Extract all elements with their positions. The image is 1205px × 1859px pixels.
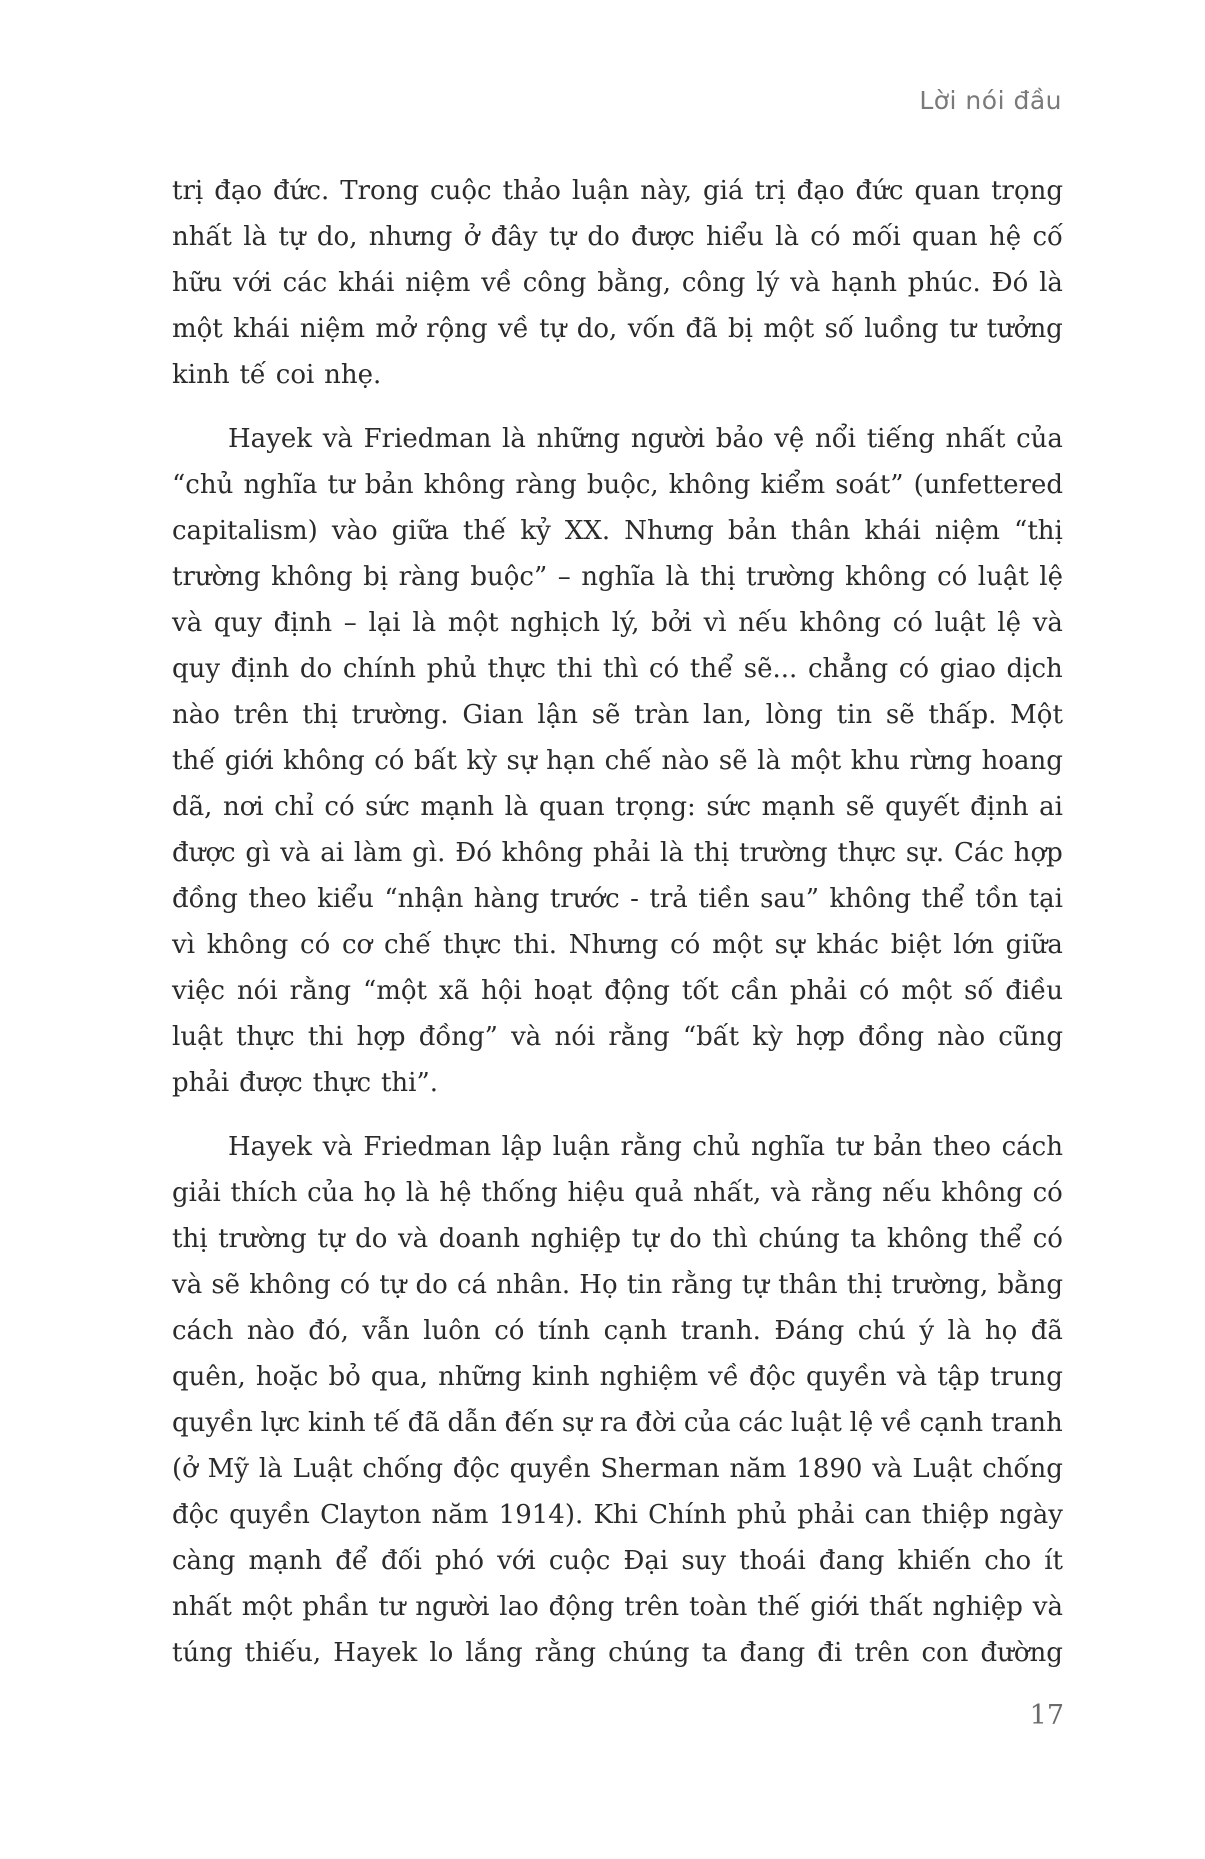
text-line: đồng theo kiểu “nhận hàng trước - trả tiền sau” không thể tồn tại <box>172 884 1063 914</box>
text-line: nhất là tự do, nhưng ở đây tự do được hiểu là có mối quan hệ cố <box>172 222 1063 252</box>
text-line: thị trường tự do và doanh nghiệp tự do thì chúng ta không thể có <box>172 1224 1063 1254</box>
text-line: túng thiếu, Hayek lo lắng rằng chúng ta đang đi trên con đường <box>172 1638 1063 1668</box>
text-line: cách nào đó, vẫn luôn có tính cạnh tranh. Đáng chú ý là họ đã <box>172 1316 1063 1346</box>
text-line: phải được thực thi”. <box>172 1068 439 1098</box>
paragraph-gap <box>172 398 1063 416</box>
text-line: quy định do chính phủ thực thi thì có thể sẽ... chẳng có giao dịch <box>172 654 1063 684</box>
text-line: giải thích của họ là hệ thống hiệu quả nhất, và rằng nếu không có <box>172 1178 1063 1208</box>
paragraph-gap <box>172 1106 1063 1124</box>
text-line: quên, hoặc bỏ qua, những kinh nghiệm về độc quyền và tập trung <box>172 1362 1063 1392</box>
text-line: trường không bị ràng buộc” – nghĩa là thị trường không có luật lệ <box>172 562 1063 592</box>
text-line: và sẽ không có tự do cá nhân. Họ tin rằng tự thân thị trường, bằng <box>172 1270 1063 1300</box>
text-line: việc nói rằng “một xã hội hoạt động tốt cần phải có một số điều <box>172 976 1063 1006</box>
text-line: độc quyền Clayton năm 1914). Khi Chính phủ phải can thiệp ngày <box>172 1500 1063 1530</box>
text-line: Hayek và Friedman lập luận rằng chủ nghĩa tư bản theo cách <box>228 1132 1063 1162</box>
text-line: capitalism) vào giữa thế kỷ XX. Nhưng bản thân khái niệm “thị <box>172 516 1063 546</box>
text-line: (ở Mỹ là Luật chống độc quyền Sherman năm 1890 và Luật chống <box>172 1454 1063 1484</box>
text-line: “chủ nghĩa tư bản không ràng buộc, không kiểm soát” (unfettered <box>172 470 1063 500</box>
text-line: được gì và ai làm gì. Đó không phải là thị trường thực sự. Các hợp <box>172 838 1063 868</box>
page-body-text <box>172 168 1063 1676</box>
text-line: quyền lực kinh tế đã dẫn đến sự ra đời của các luật lệ về cạnh tranh <box>172 1408 1063 1438</box>
text-line: một khái niệm mở rộng về tự do, vốn đã bị một số luồng tư tưởng <box>172 314 1063 344</box>
running-header-title: Lời nói đầu <box>919 86 1062 115</box>
text-line: nhất một phần tư người lao động trên toàn thế giới thất nghiệp và <box>172 1592 1063 1622</box>
text-line: thế giới không có bất kỳ sự hạn chế nào sẽ là một khu rừng hoang <box>172 746 1063 776</box>
text-line: và quy định – lại là một nghịch lý, bởi vì nếu không có luật lệ và <box>172 608 1063 638</box>
paragraph <box>172 168 1063 398</box>
paragraph <box>172 1124 1063 1676</box>
page-number: 17 <box>1029 1700 1064 1731</box>
paragraph <box>172 416 1063 1106</box>
text-line: nào trên thị trường. Gian lận sẽ tràn lan, lòng tin sẽ thấp. Một <box>172 700 1063 730</box>
text-line: dã, nơi chỉ có sức mạnh là quan trọng: sức mạnh sẽ quyết định ai <box>172 792 1063 822</box>
text-line: luật thực thi hợp đồng” và nói rằng “bất kỳ hợp đồng nào cũng <box>172 1022 1063 1052</box>
text-line: vì không có cơ chế thực thi. Nhưng có một sự khác biệt lớn giữa <box>172 930 1063 960</box>
text-line: kinh tế coi nhẹ. <box>172 360 382 390</box>
text-line: càng mạnh để đối phó với cuộc Đại suy thoái đang khiến cho ít <box>172 1546 1063 1576</box>
text-line: hữu với các khái niệm về công bằng, công lý và hạnh phúc. Đó là <box>172 268 1063 298</box>
text-line: trị đạo đức. Trong cuộc thảo luận này, giá trị đạo đức quan trọng <box>172 176 1063 206</box>
text-line: Hayek và Friedman là những người bảo vệ nổi tiếng nhất của <box>228 424 1063 454</box>
